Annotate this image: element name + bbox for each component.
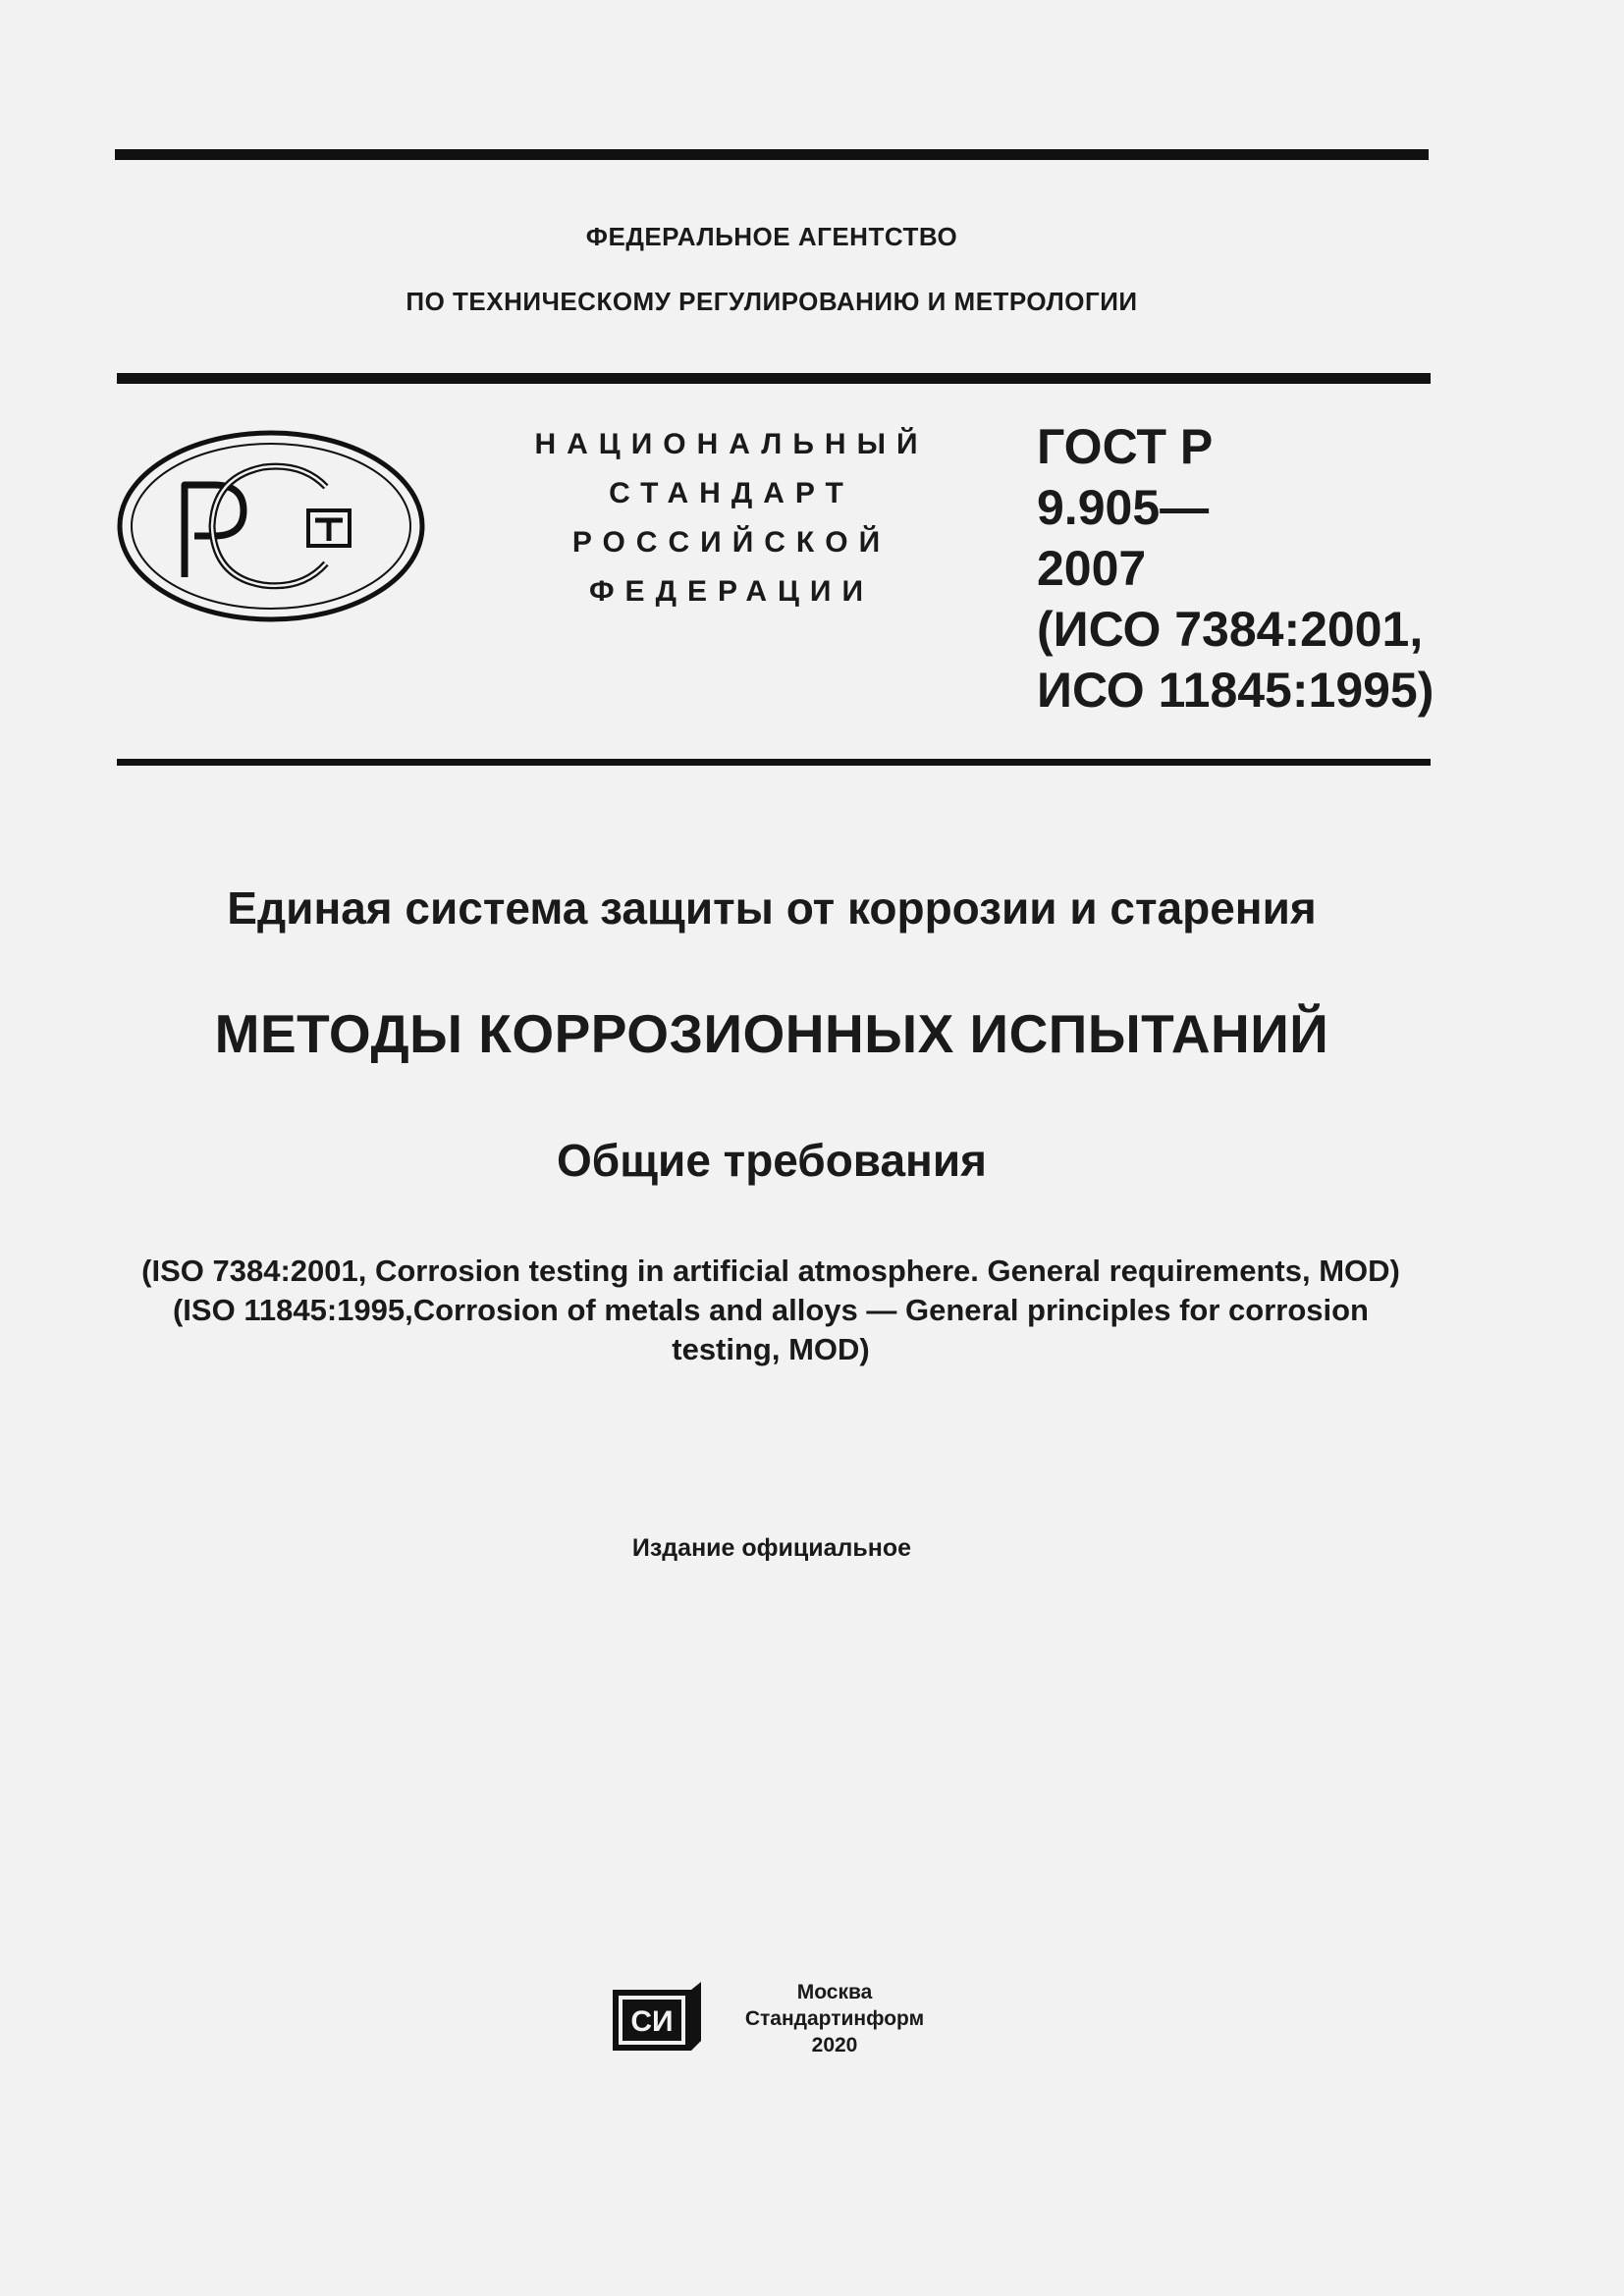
agency-name-line2: ПО ТЕХНИЧЕСКОМУ РЕГУЛИРОВАНИЮ И МЕТРОЛОГИИ (406, 287, 1138, 316)
international-references (83, 1252, 1458, 1369)
publisher-info (727, 1979, 943, 2058)
publisher-city: Москва (796, 1981, 873, 2003)
lower-rule (117, 759, 1431, 766)
agency-name-line1: ФЕДЕРАЛЬНОЕ АГЕНТСТВО (585, 222, 958, 251)
national-standard-label (511, 420, 952, 616)
standard-designation (1037, 416, 1434, 721)
series-title: Единая система защиты от коррозии и старения (227, 882, 1317, 934)
edition-note: Издание официальное (631, 1534, 912, 1562)
reference-line3: testing, MOD) (672, 1332, 870, 1366)
pct-logo (116, 428, 427, 624)
publisher-name: Стандартинформ (744, 2007, 925, 2030)
national-standard-line2: СТАНДАРТ (609, 477, 854, 509)
publisher-logo-text: СИ (630, 2005, 674, 2038)
main-title: МЕТОДЫ КОРРОЗИОННЫХ ИСПЫТАНИЙ (214, 1003, 1329, 1064)
national-standard-line1: НАЦИОНАЛЬНЫЙ (534, 428, 929, 460)
reference-line1: (ISO 7384:2001, Corrosion testing in artificial atmosphere. General requirements, MOD) (141, 1254, 1400, 1288)
designation-line3: 2007 (1037, 541, 1147, 596)
standartinform-logo (611, 1980, 705, 2053)
reference-line2: (ISO 11845:1995,Corrosion of metals and alloys — General principles for corrosion (172, 1293, 1369, 1327)
designation-line2: 9.905— (1037, 480, 1210, 535)
top-rule (115, 149, 1429, 160)
subtitle: Общие требования (557, 1135, 987, 1186)
designation-line4: (ИСО 7384:2001, (1037, 602, 1424, 657)
header-rule (117, 373, 1431, 384)
national-standard-line3: РОССИЙСКОЙ (571, 526, 892, 559)
national-standard-line4: ФЕДЕРАЦИИ (588, 575, 875, 608)
designation-line5: ИСО 11845:1995) (1037, 663, 1435, 718)
designation-line1: ГОСТ Р (1037, 419, 1214, 474)
publisher-year: 2020 (811, 2034, 858, 2056)
